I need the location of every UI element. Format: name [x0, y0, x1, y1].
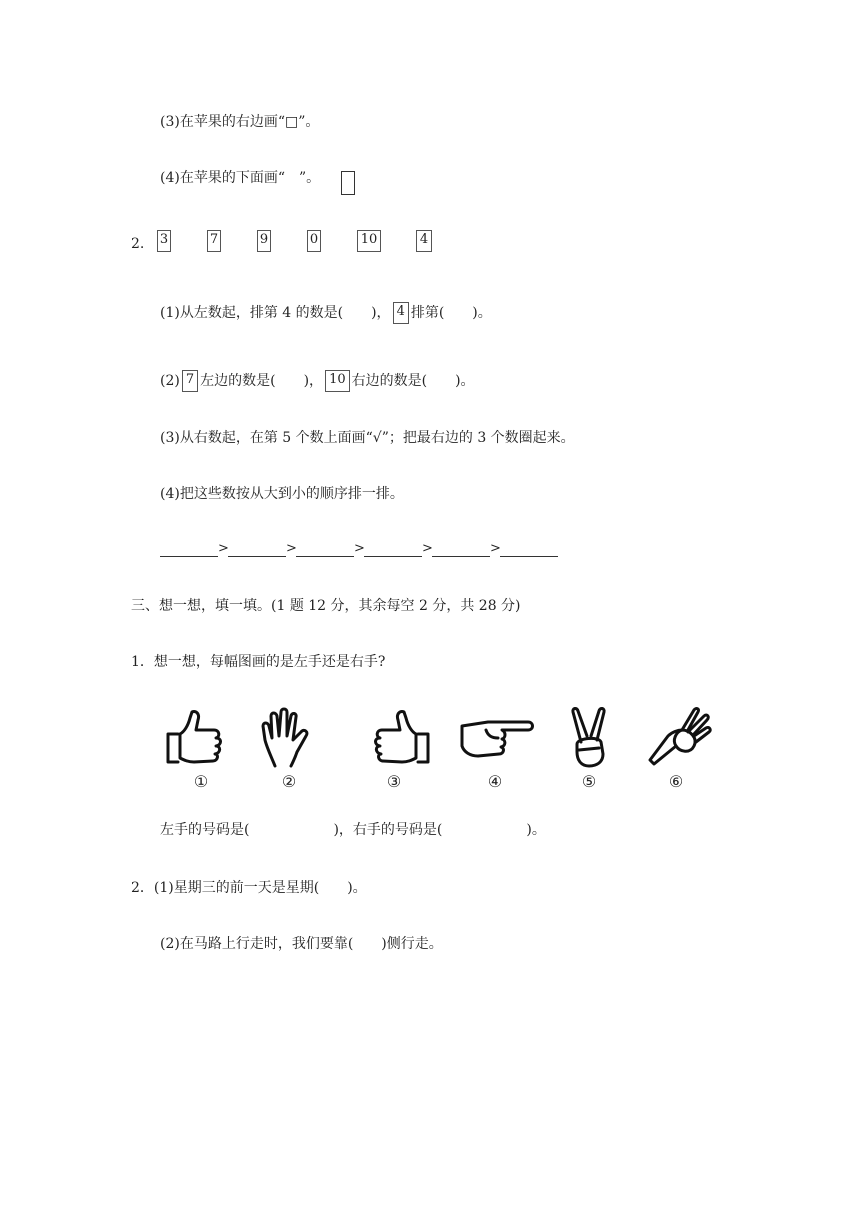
hand-number: ⑥: [668, 772, 684, 791]
greater-than-sign: >: [218, 541, 229, 556]
section-3-question-2a: 2．(1)星期三的前一天是星期( )。: [131, 880, 367, 896]
number-card: 3: [157, 230, 171, 252]
hand-number: ②: [281, 772, 297, 791]
hand-answer-line: 左手的号码是( )，右手的号码是( )。: [160, 822, 546, 838]
apple-question-item-4: (4)在苹果的下面画“ ”。: [160, 170, 321, 186]
q2-s2-text-c: 右边的数是( )。: [351, 373, 475, 389]
greater-than-sign: >: [490, 541, 501, 556]
question-2-label: 2.: [131, 236, 145, 252]
number-card: 9: [257, 230, 271, 252]
answer-blank[interactable]: [296, 540, 354, 557]
hand-number: ①: [193, 772, 209, 791]
pointing-hand-icon: [458, 706, 536, 770]
q2-s1-text-a: (1)从左数起，排第 4 的数是( )，: [160, 305, 391, 321]
section-3-heading: 三、想一想，填一填。(1 题 12 分，其余每空 2 分，共 28 分): [131, 598, 521, 614]
ok-hand-icon: [646, 706, 714, 770]
thumbs-up-hand-icon: [166, 706, 234, 770]
section-3-question-2b: (2)在马路上行走时，我们要靠( )侧行走。: [160, 936, 443, 952]
ordering-answer-chain: [160, 540, 558, 557]
q2-subquestion-3: (3)从右数起，在第 5 个数上面画“√”；把最右边的 3 个数圈起来。: [160, 430, 575, 446]
greater-than-sign: >: [422, 541, 433, 556]
section-3-question-1: 1．想一想，每幅图画的是左手还是右手?: [131, 654, 386, 670]
number-card: 7: [207, 230, 221, 252]
answer-blank[interactable]: [364, 540, 422, 557]
number-card-inline: 4: [393, 302, 409, 324]
thumbs-up-hand-icon: [366, 706, 434, 770]
answer-blank[interactable]: [228, 540, 286, 557]
q2-subquestion-4: (4)把这些数按从大到小的顺序排一排。: [160, 486, 404, 502]
q2-subquestion-1: [160, 302, 492, 324]
answer-blank[interactable]: [432, 540, 490, 557]
answer-blank[interactable]: [160, 540, 218, 557]
hand-number: ④: [487, 772, 503, 791]
number-card: 10: [357, 230, 381, 252]
number-card: 0: [307, 230, 321, 252]
q2-subquestion-2: [160, 370, 475, 392]
greater-than-sign: >: [286, 541, 297, 556]
greater-than-sign: >: [354, 541, 365, 556]
number-card: 4: [416, 230, 432, 252]
q2-s2-text-a: (2): [160, 373, 180, 389]
q2-s2-text-b: 左边的数是( )，: [200, 373, 324, 389]
q2-s1-text-b: 排第( )。: [410, 305, 492, 321]
number-card-inline: 10: [325, 370, 350, 392]
hand-number: ⑤: [581, 772, 597, 791]
hand-number: ③: [386, 772, 402, 791]
apple-question-item-3: (3)在苹果的右边画“□”。: [160, 114, 320, 130]
answer-blank[interactable]: [500, 540, 558, 557]
number-card-inline: 7: [182, 370, 198, 392]
open-palm-hand-icon: [257, 706, 325, 770]
rectangle-symbol: [341, 171, 355, 195]
victory-hand-icon: [565, 706, 615, 770]
